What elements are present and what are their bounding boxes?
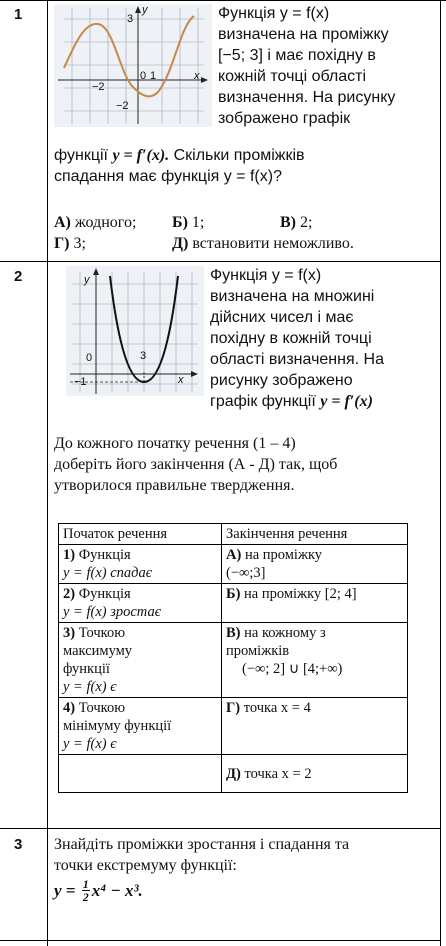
- item-number: 4): [63, 700, 76, 716]
- cell-text: Функція: [75, 586, 131, 602]
- item-letter: Б): [226, 586, 241, 602]
- x-axis-label: x: [178, 374, 184, 386]
- text-line: визначена на множині: [210, 288, 375, 305]
- task2-intro: [210, 265, 440, 412]
- task3-text: [54, 834, 440, 903]
- matching-table: [58, 523, 408, 793]
- item-number: 3): [63, 625, 76, 641]
- tick-label: 1: [150, 70, 157, 82]
- answer-letter: Д): [172, 235, 189, 252]
- cell-text: y = f(x) є: [63, 679, 117, 695]
- item-letter: В): [226, 625, 241, 641]
- answer-text: 3;: [69, 235, 86, 252]
- table-cell: [59, 545, 222, 584]
- cell-text: y = f(x) є: [63, 736, 117, 752]
- task-number: 2: [14, 268, 23, 285]
- fraction: [82, 878, 90, 903]
- table-cell: [222, 545, 408, 584]
- cell-text: Точкою: [75, 700, 126, 716]
- table-cell: [59, 623, 222, 698]
- text-line: доберіть його закінчення (А - Д) так, щоб: [54, 456, 338, 473]
- text-line: зображено графік: [218, 110, 351, 127]
- answer-letter: А): [54, 214, 71, 231]
- cell-text: (−∞; 2] ∪ [4;+∞): [242, 661, 343, 677]
- tick-label: −2: [116, 100, 129, 112]
- text-line: визначення. На рисунку: [218, 89, 396, 106]
- item-letter: Д): [226, 765, 241, 782]
- task-number: 3: [14, 836, 23, 853]
- cell-text: (−∞;3]: [226, 565, 266, 581]
- answer-option[interactable]: [54, 233, 86, 254]
- text-line: [−5; 3] і має похідну в: [218, 47, 376, 64]
- x-axis-label: x: [194, 70, 200, 82]
- fraction-denominator: 2: [82, 890, 89, 904]
- derivative-formula: y = f′(x).: [112, 147, 170, 164]
- tick-label: −2: [92, 81, 105, 93]
- answer-letter: В): [280, 214, 296, 231]
- task2-body: [54, 433, 440, 496]
- cell-text: Точкою: [75, 625, 126, 641]
- derivative-graph-2: [66, 266, 204, 396]
- table-row: [59, 755, 408, 793]
- answer-text: 1;: [187, 214, 205, 231]
- item-number: 2): [63, 586, 76, 602]
- text-line: дійсних чисел і має: [210, 309, 354, 326]
- answers-row: [54, 233, 440, 254]
- answers-row: [54, 212, 440, 233]
- task1-intro: [218, 3, 440, 129]
- table-row: [59, 545, 408, 584]
- cell-text: на проміжку [2; 4]: [240, 586, 357, 602]
- row-divider: [0, 0, 446, 1]
- text-line: точки екстремуму функції:: [54, 857, 237, 874]
- text-span: функції: [54, 147, 113, 164]
- text-line: визначена на проміжку: [218, 26, 389, 43]
- text-line: спадання має функція y = f(x)?: [54, 168, 282, 185]
- task1-question: [54, 145, 440, 187]
- cell-text: функції: [63, 661, 110, 677]
- text-line: рисунку зображено: [210, 372, 353, 389]
- origin-label: 0: [86, 352, 93, 364]
- text-line: Функція y = f(x): [218, 5, 330, 22]
- table-cell: [222, 698, 408, 755]
- function-formula: [54, 878, 440, 903]
- tick-label: −1: [74, 376, 87, 388]
- cell-text: максимуму: [63, 643, 133, 659]
- cell-text: Функція: [75, 547, 131, 563]
- cell-text: проміжків: [226, 643, 290, 659]
- task-number: 1: [14, 6, 23, 23]
- table-cell: [222, 623, 408, 698]
- formula-part: y =: [54, 881, 80, 900]
- text-line: кожній точці області: [218, 68, 367, 85]
- cell-text: y = f(x) зростає: [63, 604, 162, 620]
- tick-label: 3: [127, 13, 134, 25]
- text-line: [54, 145, 440, 166]
- text-span: графік функції: [210, 393, 321, 410]
- item-letter: А): [226, 547, 242, 563]
- text-line: похідну в кожній точці: [210, 330, 372, 347]
- derivative-graph-1: [54, 4, 212, 127]
- answer-option[interactable]: [280, 212, 312, 233]
- column-header: Закінчення речення: [222, 524, 408, 545]
- text-line: [210, 391, 440, 412]
- table-row: [59, 584, 408, 623]
- row-divider: [0, 940, 441, 941]
- tick-label: 3: [140, 350, 147, 362]
- text-line: утворилося правильне твердження.: [54, 477, 295, 494]
- cell-text: точка x = 4: [240, 700, 311, 716]
- item-number: 1): [63, 547, 76, 563]
- y-axis-label: y: [84, 274, 90, 286]
- item-letter: Г): [226, 700, 241, 716]
- table-cell: [222, 584, 408, 623]
- answer-letter: Б): [172, 214, 188, 231]
- fraction-numerator: 1: [82, 877, 89, 891]
- text-span: Скільки проміжків: [169, 147, 305, 164]
- text-line: області визначення. На: [210, 351, 384, 368]
- answer-text: 2;: [296, 214, 313, 231]
- cell-text: мінімуму функції: [63, 718, 172, 734]
- cell-text: точка x = 2: [240, 765, 312, 782]
- table-row: [59, 698, 408, 755]
- answer-option[interactable]: [172, 212, 204, 233]
- answer-option[interactable]: [54, 212, 136, 233]
- table-cell: [59, 584, 222, 623]
- table-row: [59, 623, 408, 698]
- task1-answers: [54, 212, 440, 254]
- table-header-row: [59, 524, 408, 545]
- column-header: Початок речення: [59, 524, 222, 545]
- table-cell: [59, 755, 222, 793]
- answer-text: встановити неможливо.: [188, 235, 354, 252]
- derivative-formula: y = f′(x): [320, 393, 373, 410]
- row-divider: [0, 261, 441, 262]
- origin-label: 0: [140, 70, 147, 82]
- number-column-border: [47, 0, 48, 946]
- text-line: Функція y = f(x): [210, 267, 322, 284]
- table-cell: [59, 698, 222, 755]
- cell-text: на кожному з: [240, 625, 326, 641]
- answer-option[interactable]: [172, 233, 354, 254]
- row-divider: [0, 828, 441, 829]
- table-cell: [222, 755, 408, 793]
- cell-text: на проміжку: [241, 547, 323, 563]
- right-border: [440, 0, 441, 946]
- cell-text: y = f(x) спадає: [63, 565, 153, 581]
- answer-text: жодного;: [70, 214, 137, 231]
- formula-part: x⁴ − x³.: [91, 881, 143, 900]
- text-line: Знайдіть проміжки зростання і спадання та: [54, 836, 350, 853]
- y-axis-label: y: [142, 4, 148, 16]
- text-line: До кожного початку речення (1 – 4): [54, 435, 296, 452]
- answer-letter: Г): [54, 235, 70, 252]
